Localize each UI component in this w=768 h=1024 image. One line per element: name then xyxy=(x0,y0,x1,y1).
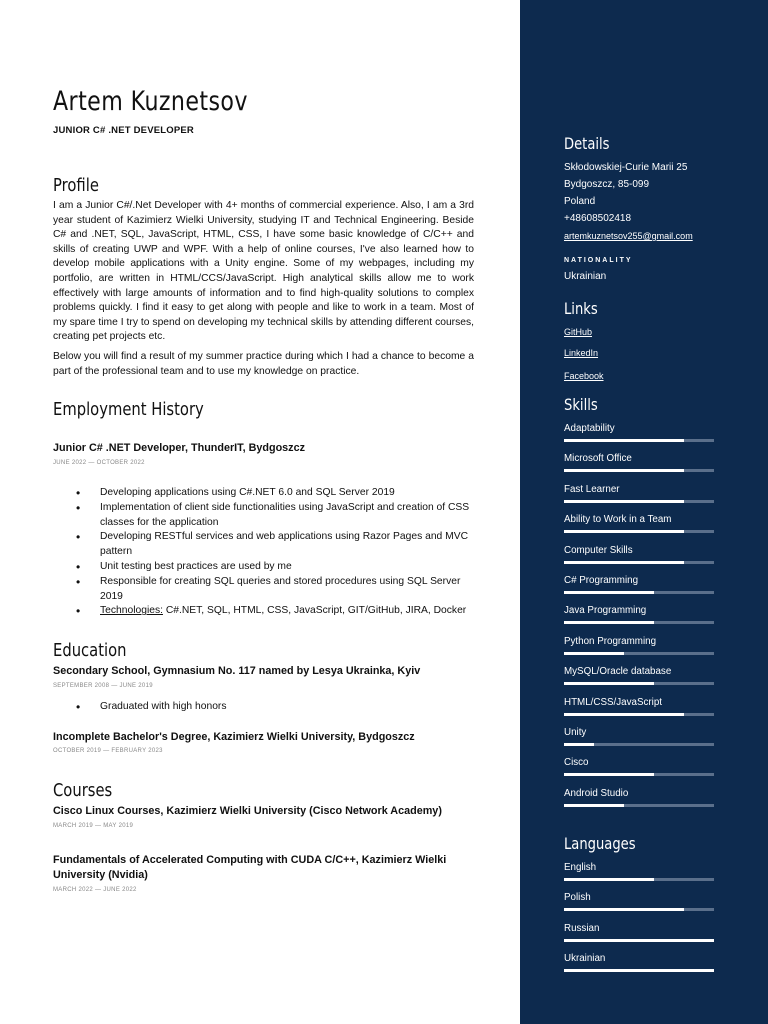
profile-paragraph-2: Below you will find a result of my summer practice during which I had a chance to become a part of the professional team and to use my knowledge on practice. xyxy=(53,351,474,377)
skill-level-bar xyxy=(564,621,714,624)
skill-level-bar xyxy=(564,773,714,776)
skill-label: MySQL/Oracle database xyxy=(564,666,672,678)
skill-level-bar xyxy=(564,439,714,442)
level-fill xyxy=(564,804,624,807)
level-fill xyxy=(564,939,714,942)
skill-level-bar xyxy=(564,652,714,655)
level-fill xyxy=(564,773,654,776)
level-fill xyxy=(564,908,684,911)
level-fill xyxy=(564,469,684,472)
skill-level-bar xyxy=(564,530,714,533)
language-label: Ukrainian xyxy=(564,953,606,965)
skills-heading: Skills xyxy=(564,395,598,414)
skill-label: Unity xyxy=(564,727,587,738)
skill-level-bar xyxy=(564,500,714,503)
skill-label: Computer Skills xyxy=(564,544,633,556)
skill-label: Ability to Work in a Team xyxy=(564,514,672,526)
address-line-1: Skłodowskiej-Curie Marii 25 xyxy=(564,162,688,173)
level-fill xyxy=(564,652,624,655)
country: Poland xyxy=(564,196,596,207)
skill-label: Microsoft Office xyxy=(564,453,632,465)
level-fill xyxy=(564,713,684,716)
level-fill xyxy=(564,621,654,624)
language-label: English xyxy=(564,862,597,873)
skill-label: Python Programming xyxy=(564,635,657,647)
skill-label: Java Programming xyxy=(564,605,647,617)
links-heading: Links xyxy=(564,299,598,318)
skill-level-bar xyxy=(564,713,714,716)
languages-heading: Languages xyxy=(564,834,636,853)
skill-level-bar xyxy=(564,591,714,594)
skill-label: Fast Learner xyxy=(564,483,620,495)
nationality-label: NATIONALITY xyxy=(564,257,633,264)
skill-level-bar xyxy=(564,561,714,564)
level-fill xyxy=(564,878,654,881)
profile-paragraph: I am a Junior C#/.Net Developer with 4+ months of commercial experience. Also, I am a 3rd year student of Kazimierz Wielki University, studying IT and Technical Engineering. Beside C# and .NET, SQL, JavaScript, HTML, CSS, I have some basic knowledge of C/C++ and skills of creating UWP and WPF. With a help of online courses, I've also learned how to develop mobile applications with a Unity engine. Some of my webpages, including my portfolio, are written in HTML/CCS/JavaScript. High analytical skills allow me to work effectively with large amounts of information and to find high-quality solutions to complex problems quickly. I find it easy to get along with people and like to work in a team. Most of my spare time I try to spend on developing my technical skills by attending different courses, creating pet projects etc. xyxy=(53,200,474,343)
candidate-name: Artem Kuznetsov xyxy=(53,86,248,117)
profile-heading: Profile xyxy=(53,175,99,196)
language-level-bar xyxy=(564,939,714,942)
skill-level-bar xyxy=(564,682,714,685)
education-bullet: • Graduated with high honors xyxy=(53,700,474,715)
course-entry-dates: MARCH 2022 — JUNE 2022 xyxy=(53,887,137,893)
course-entry-dates: MARCH 2019 — MAY 2019 xyxy=(53,823,134,829)
education-entry-title: Incomplete Bachelor's Degree, Kazimierz Wielki University, Bydgoszcz xyxy=(53,731,415,743)
job-bullet: • Developing applications using C#.NET 6.0 and SQL Server 2019 xyxy=(53,486,474,501)
skill-level-bar xyxy=(564,469,714,472)
skill-label: Android Studio xyxy=(564,787,629,799)
courses-heading: Courses xyxy=(53,780,113,801)
email-link[interactable]: artemkuznetsov255@gmail.com xyxy=(564,231,693,241)
phone: +48608502418 xyxy=(564,213,632,224)
level-fill xyxy=(564,439,684,442)
technologies-value: C#.NET, SQL, HTML, CSS, JavaScript, GIT/GitHub, JIRA, Docker xyxy=(162,605,467,617)
technologies-label: Technologies: xyxy=(100,605,163,617)
education-entry-dates: OCTOBER 2019 — FEBRUARY 2023 xyxy=(53,748,163,754)
github-link[interactable]: GitHub xyxy=(564,327,593,337)
skill-label: Cisco xyxy=(564,757,589,769)
job-bullet: • Developing RESTful services and web applications using Razor Pages and MVC pattern xyxy=(53,530,474,560)
job-bullet: • Implementation of client side functionalities using JavaScript and creation of CSS classes for the application xyxy=(53,501,474,531)
language-level-bar xyxy=(564,878,714,881)
language-label: Russian xyxy=(564,922,600,934)
education-entry-dates: SEPTEMBER 2008 — JUNE 2019 xyxy=(53,683,153,689)
level-fill xyxy=(564,561,684,564)
skill-level-bar xyxy=(564,743,714,746)
job-bullet: • Responsible for creating SQL queries and stored procedures using SQL Server 2019 xyxy=(53,575,474,605)
skill-label: C# Programming xyxy=(564,575,639,586)
skill-label: Adaptability xyxy=(564,423,615,434)
sidebar xyxy=(520,0,768,1024)
level-fill xyxy=(564,500,684,503)
course-entry-title: Fundamentals of Accelerated Computing with CUDA C/C++, Kazimierz Wielki xyxy=(53,854,447,866)
employment-heading: Employment History xyxy=(53,399,204,420)
skill-level-bar xyxy=(564,804,714,807)
linkedin-link[interactable]: LinkedIn xyxy=(564,348,599,358)
language-level-bar xyxy=(564,908,714,911)
nationality-value: Ukrainian xyxy=(564,271,607,282)
language-level-bar xyxy=(564,969,714,972)
skill-label: HTML/CSS/JavaScript xyxy=(564,696,662,708)
job-entry-title: Junior C# .NET Developer, ThunderIT, Bydgoszcz xyxy=(53,442,305,454)
education-bullet-list xyxy=(53,700,474,715)
job-bullet: • Unit testing best practices are used by me xyxy=(53,560,474,575)
job-bullet-technologies xyxy=(53,604,474,619)
job-entry-dates: JUNE 2022 — OCTOBER 2022 xyxy=(53,460,145,466)
course-entry-title-line2: University (Nvidia) xyxy=(53,869,148,881)
course-entry-title: Cisco Linux Courses, Kazimierz Wielki University (Cisco Network Academy) xyxy=(53,805,442,817)
education-heading: Education xyxy=(53,640,127,661)
details-heading: Details xyxy=(564,134,610,153)
language-label: Polish xyxy=(564,892,591,904)
level-fill xyxy=(564,591,654,594)
level-fill xyxy=(564,743,594,746)
facebook-link[interactable]: Facebook xyxy=(564,371,604,381)
job-bullet-list xyxy=(53,486,474,619)
job-title-heading: JUNIOR C# .NET DEVELOPER xyxy=(53,125,194,136)
level-fill xyxy=(564,682,654,685)
level-fill xyxy=(564,530,684,533)
address-line-2: Bydgoszcz, 85-099 xyxy=(564,179,650,190)
education-entry-title: Secondary School, Gymnasium No. 117 named by Lesya Ukrainka, Kyiv xyxy=(53,665,421,677)
level-fill xyxy=(564,969,714,972)
